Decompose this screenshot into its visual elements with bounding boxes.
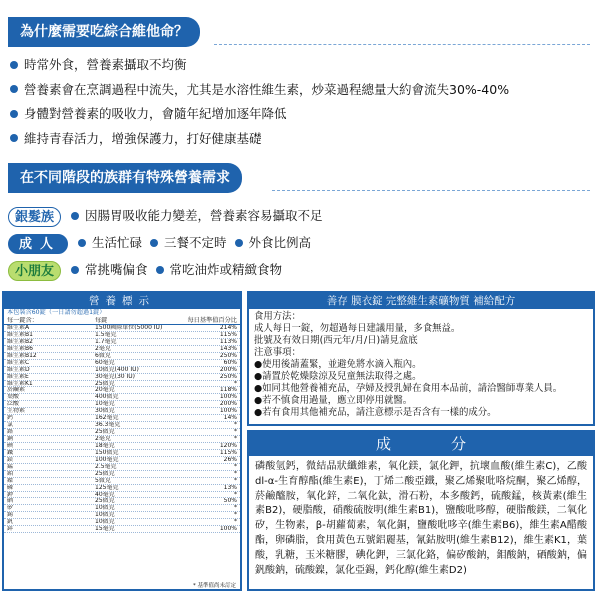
table-cell: 6微克 [95,352,111,359]
group-tag: 小朋友 [8,261,61,281]
group-tag: 銀髮族 [8,207,61,227]
table-cell: 鉻 [7,429,14,435]
table-row [4,436,240,443]
table-cell: 162毫克 [95,415,119,422]
group-row-adult: 成人 生活忙碌 三餐不定時 外食比例高 [8,232,315,254]
table-row [4,512,240,519]
table-cell: * [234,429,237,436]
usage-line: ●使用後請蓋緊，並避免將水滴入瓶內。 [254,359,422,370]
group-row-kid: 小朋友 常挑嘴偏食 常吃油炸或精緻食物 [8,259,286,281]
table-row [4,353,240,360]
usage-title: 善存 膜衣錠 完整維生素礦物質 補給配方 [249,293,593,309]
banner-divider [272,190,590,191]
table-cell: * [234,512,237,519]
table-cell: 13% [223,484,237,491]
table-cell: 鐵 [7,449,14,456]
table-cell: 維生素E [7,373,29,380]
table-cell: 40毫克 [95,491,115,498]
table-cell: 5微克 [95,477,111,484]
table-cell: * [234,491,237,498]
table-cell: 維生素A [7,325,30,331]
table-cell: 硒 [7,498,14,505]
table-cell: 25微克 [95,470,115,477]
banner-divider [214,44,590,45]
table-row [4,374,240,381]
table-row [4,394,240,401]
table-cell: 10微克 [95,505,115,512]
nutrition-facts-panel [2,291,242,591]
table-cell: 25微克 [95,429,115,435]
table-cell: 2毫克 [95,345,111,352]
table-cell: * [234,380,237,387]
usage-line: 成人每日一錠，勿超過每日建議用量，多食無益。 [254,323,461,334]
list-item: 維持青春活力，增強保護力，打好健康基礎 [10,127,590,152]
table-cell: * [234,463,237,470]
table-row [4,339,240,346]
nutrition-footnote: * 基準值尚未訂定 [193,583,236,589]
table-cell: 1.7毫克 [95,338,117,345]
table-cell: 維生素B6 [7,345,33,352]
ingredients-text: 磷酸氫鈣，微結晶狀纖維素，氧化鎂，氯化鉀，抗壞血酸(維生素C)，乙酸dl-α-生育醇酯(維生素E)，丁烯二酸亞鐵，聚乙烯聚吡咯烷酮，聚乙烯醇，菸鹼醯胺，氧化鋅，二氧化鈦，滑石粉，本多酸鈣，硫酸錳，核黃素(維生素B2)，硬脂酸，硝酸硫胺明(維生素B1)，鹽酸吡哆醇，硬脂酸鎂，二氧化矽，生物素，β-胡蘿蔔素，氧化銅，鹽酸吡哆辛(維生素B6)，維生素A醋酸酯，卵磷脂，食用黃色五號鋁麗基，氰鈷胺明(維生素B12)，維生素K1，葉酸，乳糖，玉米糖膠，碘化鉀，三氯化鉻，偏矽酸鈉，鉬酸鈉，硒酸鈉，偏釩酸鈉，硫酸鎳，氯化亞錫，鈣化醇(維生素D2) [255,461,587,576]
bullet-dot-icon [10,110,18,118]
table-cell: 15毫克 [95,526,115,533]
table-cell: 115% [219,331,237,338]
table-cell: 生物素 [7,408,26,415]
table-cell: 碘 [7,442,14,449]
nutrition-title: 營養標示 [4,293,240,309]
table-cell: 60% [223,359,237,366]
table-cell: 10微克 [95,512,115,519]
list-item: 營養素會在烹調過程中流失，尤其是水溶性維生素，炒菜過程總量大約會流失30%-40% [10,78,590,103]
table-cell: 矽 [7,505,14,512]
table-cell: 葉酸 [7,394,20,401]
table-row [4,464,240,471]
table-cell: 1.5毫克 [95,331,117,338]
table-cell: 118% [219,387,237,394]
table-cell: 50% [223,498,237,505]
table-cell: * [234,477,237,484]
table-row [4,422,240,429]
table-cell: 鉬 [7,470,14,477]
table-cell: 115% [219,449,237,456]
bullet-dot-icon [71,266,79,274]
usage-panel [247,291,595,426]
table-cell: 鉀 [7,491,14,498]
table-cell: 113% [219,338,237,345]
table-cell: 26% [223,456,237,463]
usage-line: ●請置於乾燥陰涼及兒童無法取得之處。 [254,371,422,382]
table-row [4,360,240,367]
table-cell: 18毫克 [95,442,115,449]
table-cell: 36.3毫克 [95,422,121,429]
table-cell: 維生素C [7,359,30,366]
table-cell: 200% [219,366,237,373]
table-row [4,387,240,394]
table-cell: 250% [219,352,237,359]
table-row [4,367,240,374]
table-cell: 200% [219,401,237,408]
table-cell: 10微克(400 IU) [95,366,139,373]
table-cell: 25微克 [95,380,115,387]
table-row [4,429,240,436]
table-cell: 菸鹼素 [7,387,26,394]
table-row [4,519,240,526]
table-cell: 1500國際單位(5000 IU) [95,325,163,331]
table-cell: 2.5毫克 [95,463,117,470]
table-cell: * [234,505,237,512]
table-cell: 2毫克 [95,436,111,442]
table-cell: 25微克 [95,498,115,505]
table-row [4,450,240,457]
usage-line: 食用方法： [254,311,301,322]
table-cell: 125毫克 [95,484,119,491]
table-row [4,332,240,339]
usage-line: 注意事項： [254,347,301,358]
table-cell: 10毫克 [95,401,115,408]
table-cell: 250% [219,373,237,380]
table-cell: 釩 [7,519,14,526]
table-cell: 氯 [7,422,14,429]
nutrition-subtitle: 本包裝含60錠（一日請勿超過1錠） [7,309,106,316]
table-row [4,471,240,478]
table-cell: 30微克 [95,408,115,415]
table-row [4,478,240,485]
table-row [4,325,240,332]
table-cell: 400微克 [95,394,119,401]
table-row [4,485,240,492]
table-cell: 鋅 [7,526,14,533]
group-row-silver: 銀髮族 因腸胃吸收能力變差，營養素容易攝取不足 [8,205,327,227]
table-cell: 維生素D [7,366,30,373]
section-banner-groups: 在不同階段的族群有特殊營養需求 [8,163,242,193]
table-row [4,381,240,388]
table-cell: 100毫克 [95,456,119,463]
table-cell: * [234,436,237,442]
table-cell: 維生素B2 [7,338,33,345]
table-cell: 磷 [7,484,14,491]
list-item: 時常外食，營養素攝取不均衡 [10,53,590,78]
bullet-dot-icon [10,134,18,142]
bullet-dot-icon [156,266,164,274]
table-cell: 維生素B1 [7,331,33,338]
table-cell: 150微克 [95,449,119,456]
table-row [4,415,240,422]
bullet-dot-icon [235,239,243,247]
table-cell: 鈣 [7,415,14,422]
table-cell: 143% [219,345,237,352]
table-cell: 泛酸 [7,401,20,408]
table-row [4,526,240,533]
table-row [4,346,240,353]
list-item: 身體對營養素的吸收力，會隨年紀增加逐年降低 [10,102,590,127]
bullet-dot-icon [78,239,86,247]
table-cell: 銅 [7,436,14,442]
table-cell: 30毫克(30 IU) [95,373,136,380]
table-cell: 錫 [7,512,14,519]
usage-line: ●若不慎食用過量，應立即停用就醫。 [254,395,413,406]
table-cell: * [234,519,237,526]
table-cell: 100% [219,394,237,401]
table-row [4,443,240,450]
section-banner-why: 為什麼需要吃綜合維他命？ [8,17,200,47]
table-row [4,505,240,512]
usage-body [249,309,593,421]
nutrition-rows [4,325,240,533]
table-row [4,498,240,505]
table-cell: 鎂 [7,456,14,463]
table-cell: 維生素K1 [7,380,33,387]
usage-line: ●如同其他營養補充品，孕婦及授乳婦在食用本品前，請洽醫師專業人員。 [254,383,563,394]
table-cell: 錳 [7,463,14,470]
bullet-dot-icon [150,239,158,247]
group-tag: 成人 [8,234,68,254]
bullet-dot-icon [71,212,79,220]
usage-line: ●若有食用其他補充品，請注意標示是否含有一樣的成分。 [254,407,497,418]
table-cell: 100% [219,408,237,415]
table-cell: 14% [223,415,237,422]
table-cell: * [234,422,237,429]
table-cell: * [234,470,237,477]
bullet-dot-icon [10,61,18,69]
usage-line: 批號及有效日期(西元年/月/日)請見盒底 [254,335,418,346]
table-cell: 60毫克 [95,359,115,366]
table-row [4,401,240,408]
table-cell: 10微克 [95,519,115,526]
table-row [4,408,240,415]
table-cell: 20毫克 [95,387,115,394]
table-cell: 120% [219,442,237,449]
table-row [4,492,240,499]
ingredients-panel [247,430,595,591]
table-cell: 鎳 [7,477,14,484]
table-cell: 100% [219,526,237,533]
table-row [4,457,240,464]
ingredients-title: 成分 [249,432,593,456]
reasons-list [10,53,590,151]
nutrition-header-row: 每一錠含： 每錠 每日基準值百分比 [4,317,240,325]
bullet-dot-icon [10,85,18,93]
table-cell: 維生素B12 [7,352,37,359]
table-cell: 214% [219,325,237,331]
